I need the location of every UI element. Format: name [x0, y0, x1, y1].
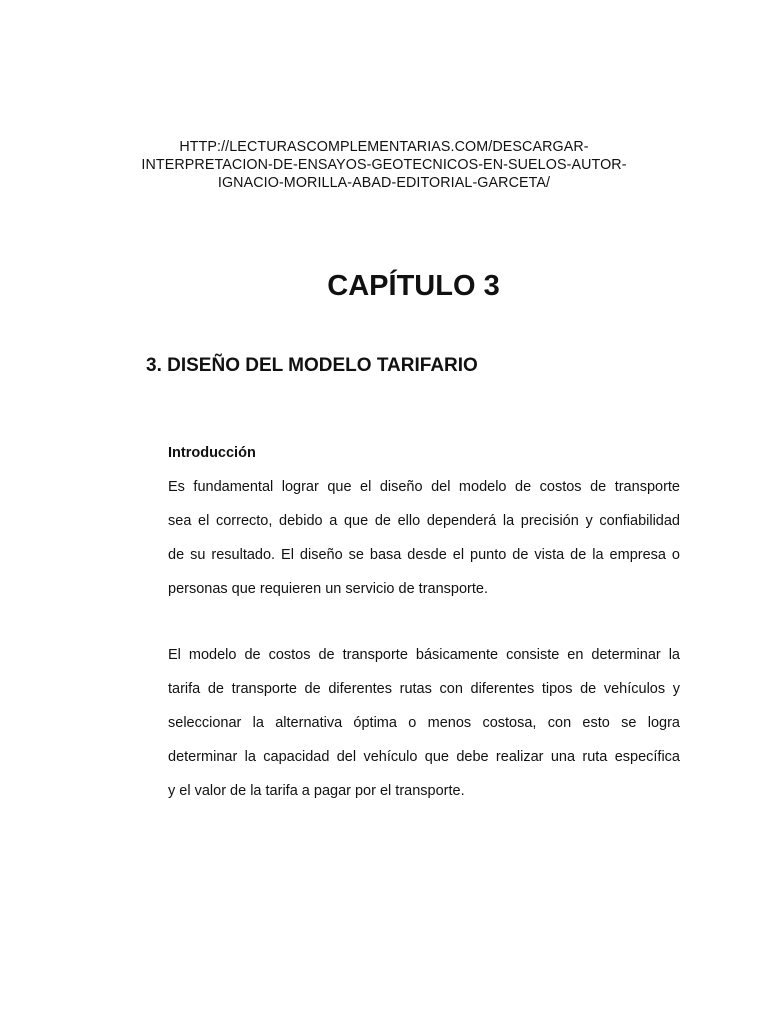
paragraph-2-line-4: determinar la capacidad del vehículo que debe realizar una ruta específica: [168, 749, 680, 765]
url-line-1: HTTP://LECTURASCOMPLEMENTARIAS.COM/DESCARGAR-: [179, 139, 589, 155]
introduction-paragraph-2: [168, 638, 680, 808]
introduction-paragraph-1: [168, 470, 680, 606]
paragraph-2-line-1: El modelo de costos de transporte básicamente consiste en determinar la: [168, 647, 680, 663]
paragraph-2-line-2: tarifa de transporte de diferentes rutas con diferentes tipos de vehículos y: [168, 681, 680, 697]
paragraph-1-line-4: personas que requieren un servicio de transporte.: [168, 581, 488, 597]
chapter-title: CAPÍTULO 3: [327, 270, 500, 302]
url-line-3: IGNACIO-MORILLA-ABAD-EDITORIAL-GARCETA/: [217, 175, 551, 191]
url-line-2: INTERPRETACION-DE-ENSAYOS-GEOTECNICOS-EN-SUELOS-AUTOR-: [141, 157, 627, 173]
introduction-heading: Introducción: [168, 445, 256, 461]
paragraph-1-line-2: sea el correcto, debido a que de ello dependerá la precisión y confiabilidad: [168, 513, 680, 529]
source-url-header: [120, 138, 648, 192]
paragraph-1-line-1: Es fundamental lograr que el diseño del modelo de costos de transporte: [168, 479, 680, 495]
paragraph-1-line-3: de su resultado. El diseño se basa desde el punto de vista de la empresa o: [168, 547, 680, 563]
section-title: 3. DISEÑO DEL MODELO TARIFARIO: [146, 355, 478, 376]
paragraph-2-line-3: seleccionar la alternativa óptima o menos costosa, con esto se logra: [168, 715, 680, 731]
paragraph-2-line-5: y el valor de la tarifa a pagar por el transporte.: [168, 783, 465, 799]
